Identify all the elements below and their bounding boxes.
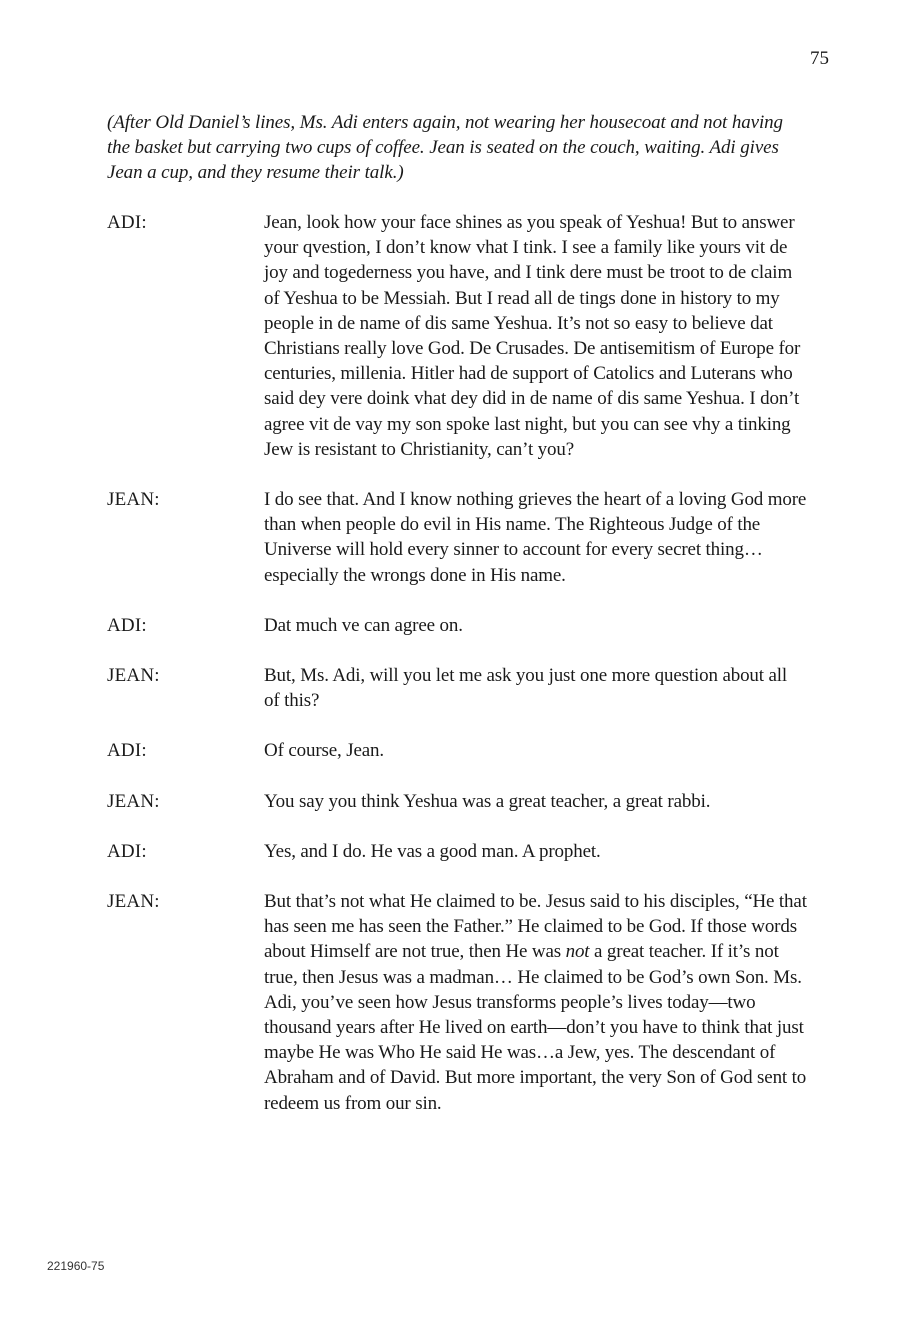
dialogue <box>107 210 807 1141</box>
speech-text: Yes, and I do. He vas a good man. A prophet. <box>264 840 601 862</box>
stage-direction: (After Old Daniel’s lines, Ms. Adi enters again, not wearing her housecoat and not having the basket but carrying two cups of coffee. Jean is seated on the couch, waiting. Adi gives Jean a cup, and they resume their talk.) <box>107 112 783 183</box>
speaker-name: JEAN: <box>107 665 160 687</box>
dialogue-line <box>107 889 807 1116</box>
dialogue-line <box>107 663 807 713</box>
speaker-name: JEAN: <box>107 489 160 511</box>
speech-text-part: a great teacher. If it’s not true, then Jesus was a madman… He claimed to be God’s own Son. Ms. Adi, you’ve seen how Jesus transforms people’s lives today—two thousand years after He lived on earth—don’t you have to think that just maybe He was Who He said He was…a Jew, yes. The descendant of Abraham and of David. But more important, the very Son of God sent to redeem us from our sin. <box>264 941 807 1114</box>
page-number: 75 <box>810 48 829 69</box>
speech-text: You say you think Yeshua was a great teacher, a great rabbi. <box>264 790 711 812</box>
speech-text: But, Ms. Adi, will you let me ask you just one more question about all of this? <box>264 665 788 712</box>
speaker-name: ADI: <box>107 614 147 636</box>
speech-text-part: But that’s not what He claimed to be. Jesus said to his disciples, “He that has seen me has seen the Father.” He claimed to be God. If those words about Himself are not true, then He was <box>264 891 807 963</box>
dialogue-line <box>107 839 807 864</box>
emphasis-text: not <box>565 941 590 963</box>
speaker-name: ADI: <box>107 212 147 233</box>
speaker-name: JEAN: <box>107 790 160 812</box>
dialogue-line <box>107 738 807 763</box>
speech-text: Jean, look how your face shines as you speak of Yeshua! But to answer your qvestion, I don’t know vhat I tink. I see a family like yours vit de joy and togederness you have, and I tink dere must be troot to de claim of Yeshua to be Messiah. But I read all de tings done in history to my people in de name of dis same Yeshua. It’s not so easy to believe dat Christians really love God. De Crusades. De antisemitism of Europe for centuries, millenia. Hitler had de support of Catolics and Luterans who said dey vere doink vhat dey did in de name of dis same Yeshua. I don’t agree vit de vay my son spoke last night, but you can see vhy a tinking Jew is resistant to Christianity, can’t you? <box>264 212 801 460</box>
dialogue-line <box>107 487 807 588</box>
footer-code: 221960-75 <box>47 1259 105 1273</box>
speech-text: Of course, Jean. <box>264 740 384 762</box>
speech-text <box>264 889 807 1116</box>
speech-text: I do see that. And I know nothing grieves the heart of a loving God more than when people do evil in His name. The Righteous Judge of the Universe will hold every sinner to account for every secret thing…especially the wrongs done in His name. <box>264 489 807 586</box>
dialogue-line <box>107 210 807 462</box>
speech-text: Dat much ve can agree on. <box>264 614 463 636</box>
speaker-name: ADI: <box>107 740 147 762</box>
speaker-name: ADI: <box>107 840 147 862</box>
dialogue-line <box>107 789 807 814</box>
speaker-name: JEAN: <box>107 891 160 913</box>
dialogue-line <box>107 613 807 638</box>
